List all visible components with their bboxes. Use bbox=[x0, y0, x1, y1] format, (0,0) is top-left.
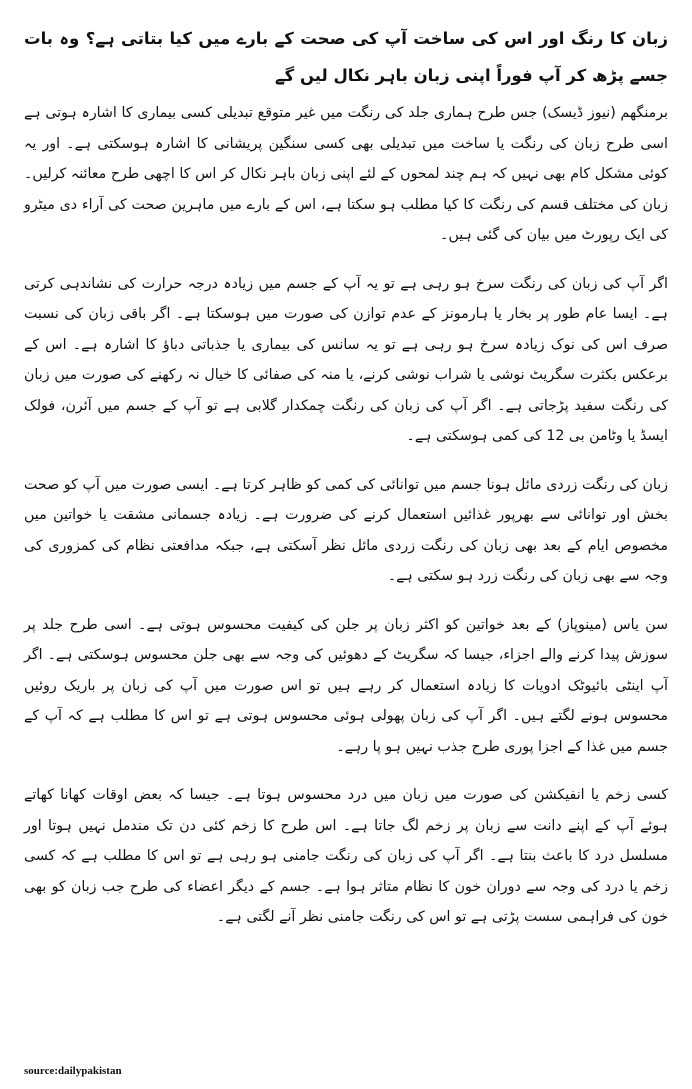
article-paragraph-3: زبان کی رنگت زردی مائل ہونا جسم میں توانائی کی کمی کو ظاہر کرتا ہے۔ ایسی صورت میں آپ کو صحت بخش اور توانائی سے بھرپور غذائیں استعمال کرنے کی ضرورت ہے۔ زیادہ جسمانی مشقت یا خواتین میں مخصوص ایام کے بعد بھی زبان کی رنگت زردی مائل نظر آسکتی ہے، جبکہ مدافعتی نظام کی کمزوری کی وجہ سے بھی زبان کی رنگت زرد ہو سکتی ہے۔ bbox=[24, 476, 668, 584]
article-paragraph-5: کسی زخم یا انفیکشن کی صورت میں زبان میں درد محسوس ہوتا ہے۔ جیسا کہ بعض اوقات کھانا کھاتے ہوئے آپ کے اپنے دانت سے زبان پر زخم لگ جاتا ہے۔ اس طرح کا زخم کئی دن تک مندمل نہیں ہوتا اور مسلسل درد کا باعث بنتا ہے۔ اگر آپ کی زبان کی رنگت جامنی ہو رہی ہے تو اس کا مطلب ہے کہ کسی زخم یا درد کی وجہ سے دوران خون کا نظام متاثر ہوا ہے۔ جسم کے دیگر اعضاء کی طرح جب زبان کو بھی خون کی فراہمی سست پڑتی ہے تو اس کی رنگت جامنی نظر آنے لگتی ہے۔ bbox=[24, 787, 668, 925]
article-headline: زبان کا رنگ اور اس کی ساخت آپ کی صحت کے بارے میں کیا بتاتی ہے؟ وہ بات جسے پڑھ کر آپ فوراً اپنی زبان باہر نکال لیں گے bbox=[24, 29, 668, 85]
article-paragraph-1: برمنگھم (نیوز ڈیسک) جس طرح ہماری جلد کی رنگت میں غیر متوقع تبدیلی کسی بیماری کا اشارہ ہوتی ہے اسی طرح زبان کی رنگت یا ساخت میں تبدیلی بھی کسی سنگین پریشانی کا اشارہ ہوسکتی ہے۔ اور یہ کوئی مشکل کام بھی نہیں کہ ہم چند لمحوں کے لئے اپنی زبان باہر نکال کر اس کا اچھی طرح معائنہ کرلیں۔ زبان کی مختلف قسم کی رنگت کا کیا مطلب ہو سکتا ہے، اس کے بارے میں ماہرین صحت کی آراء دی میٹرو کی ایک رپورٹ میں بیان کی گئی ہیں۔ bbox=[24, 105, 668, 243]
article-paragraph-4: سن یاس (مینوپاز) کے بعد خواتین کو اکثر زبان پر جلن کی کیفیت محسوس ہوتی ہے۔ اسی طرح جلد پر سوزش پیدا کرنے والے اجزاء، جیسا کہ سگریٹ کے دھوئیں کی وجہ سے بھی جلن محسوس ہوسکتی ہے۔ اگر آپ اینٹی بائیوٹک ادویات کا زیادہ استعمال کر رہے ہیں تو اس صورت میں آپ کی زبان پر باریک روئیں محسوس ہونے لگتے ہیں۔ اگر آپ کی زبان پھولی ہوئی محسوس ہوتی ہے تو اس کا مطلب ہے کہ آپ کے جسم میں غذا کے اجزا پوری طرح جذب نہیں ہو پا رہے۔ bbox=[24, 616, 668, 755]
article-paragraph-2: اگر آپ کی زبان کی رنگت سرخ ہو رہی ہے تو یہ آپ کے جسم میں زیادہ درجہ حرارت کی نشاندہی کرتی ہے۔ ایسا عام طور پر بخار یا ہارمونز کے عدم توازن کی صورت میں ہوسکتا ہے۔ اگر باقی زبان کی نسبت صرف اس کی نوک زیادہ سرخ ہو رہی ہے تو یہ سانس کی بیماری یا جذباتی دباؤ کا اشارہ ہے۔ اس کے برعکس بکثرت سگریٹ نوشی یا شراب نوشی کرنے، یا منہ کی صفائی کا خیال نہ رکھنے کی صورت میں زبان کی رنگت سفید پڑجاتی ہے۔ اگر آپ کی زبان کی رنگت چمکدار گلابی ہے تو آپ کے جسم میں آئرن، فولک ایسڈ یا وٹامن بی 12 کی کمی ہوسکتی ہے۔ bbox=[24, 275, 668, 444]
source-credit: source:dailypakistan bbox=[24, 1065, 122, 1077]
